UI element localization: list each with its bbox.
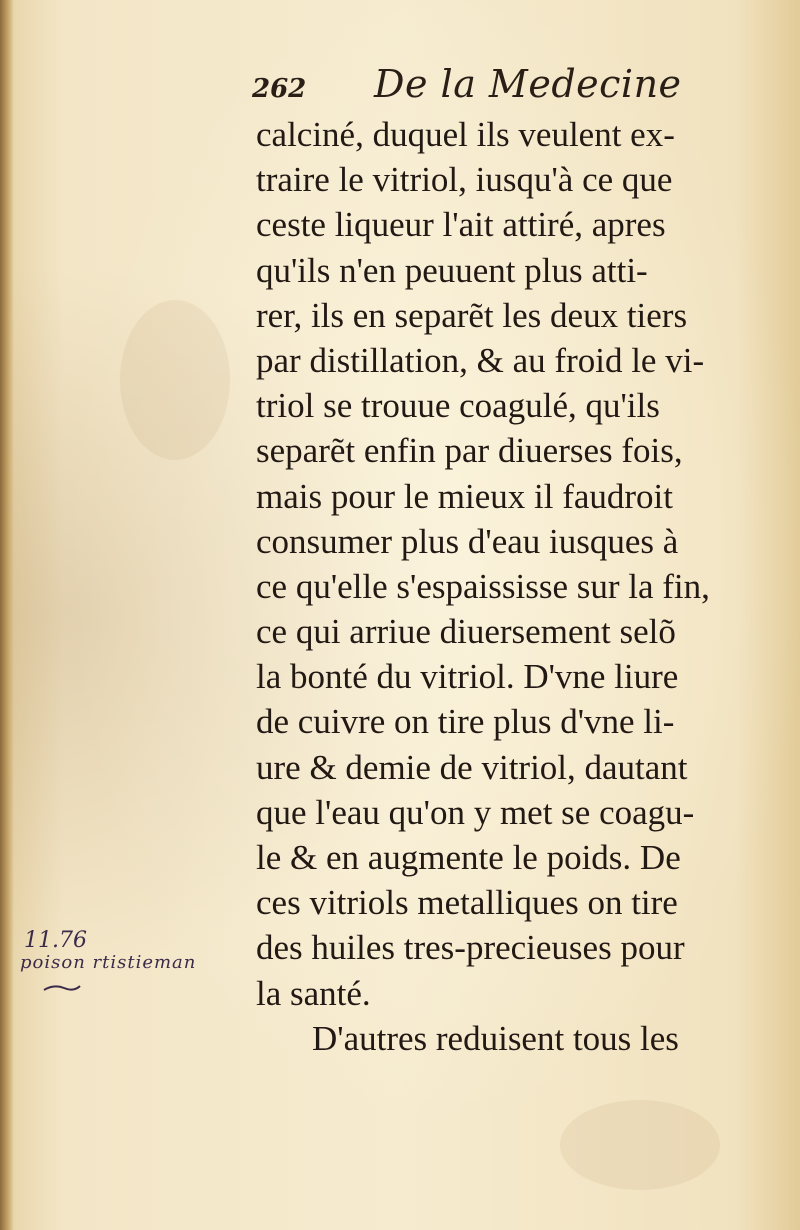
paper-stain [560, 1100, 720, 1190]
body-text [256, 112, 776, 1061]
margin-flourish-icon [42, 982, 82, 994]
text-line: ce qu'elle s'espaississe sur la fin, [256, 566, 710, 606]
text-line: calciné, duquel ils veulent ex- [256, 115, 675, 154]
text-line: rer, ils en separẽt les deux tiers [256, 295, 688, 335]
paper-stain [120, 300, 230, 460]
text-line: consumer plus d'eau iusques à [256, 521, 679, 561]
page-title: De la Medecine [374, 62, 682, 106]
text-line: qu'ils n'en peuuent plus atti- [256, 250, 648, 290]
text-line: ure & demie de vitriol, dautant [256, 747, 688, 787]
page-number: 262 [252, 74, 307, 104]
running-head [252, 60, 712, 110]
text-line: mais pour le mieux il faudroit [256, 476, 673, 516]
text-line: ces vitriols metalliques on tire [256, 883, 678, 923]
text-line: ce qui arriue diuersement selõ [256, 612, 676, 652]
margin-note-text: poison rtistieman [20, 952, 197, 973]
text-line: triol se trouue coagulé, qu'ils [256, 386, 660, 426]
text-line: des huiles tres-precieuses pour [256, 928, 685, 968]
text-line: par distillation, & au froid le vi- [256, 340, 705, 380]
text-line: que l'eau qu'on y met se coagu- [256, 792, 695, 832]
text-line: traire le vitriol, iusqu'à ce que [256, 160, 673, 200]
text-line: ceste liqueur l'ait attiré, apres [256, 205, 666, 245]
text-line: le & en augmente le poids. De [256, 838, 681, 877]
paragraph-start-line: D'autres reduisent tous les [312, 1018, 679, 1058]
margin-note-number: 11.76 [24, 928, 87, 953]
text-line: la santé. [256, 973, 371, 1013]
handwritten-margin-note [14, 928, 264, 1008]
text-line: de cuivre on tire plus d'vne li- [256, 702, 675, 742]
text-line: separẽt enfin par diuerses fois, [256, 431, 683, 471]
binding-gutter [0, 0, 14, 1230]
text-line: la bonté du vitriol. D'vne liure [256, 657, 679, 697]
